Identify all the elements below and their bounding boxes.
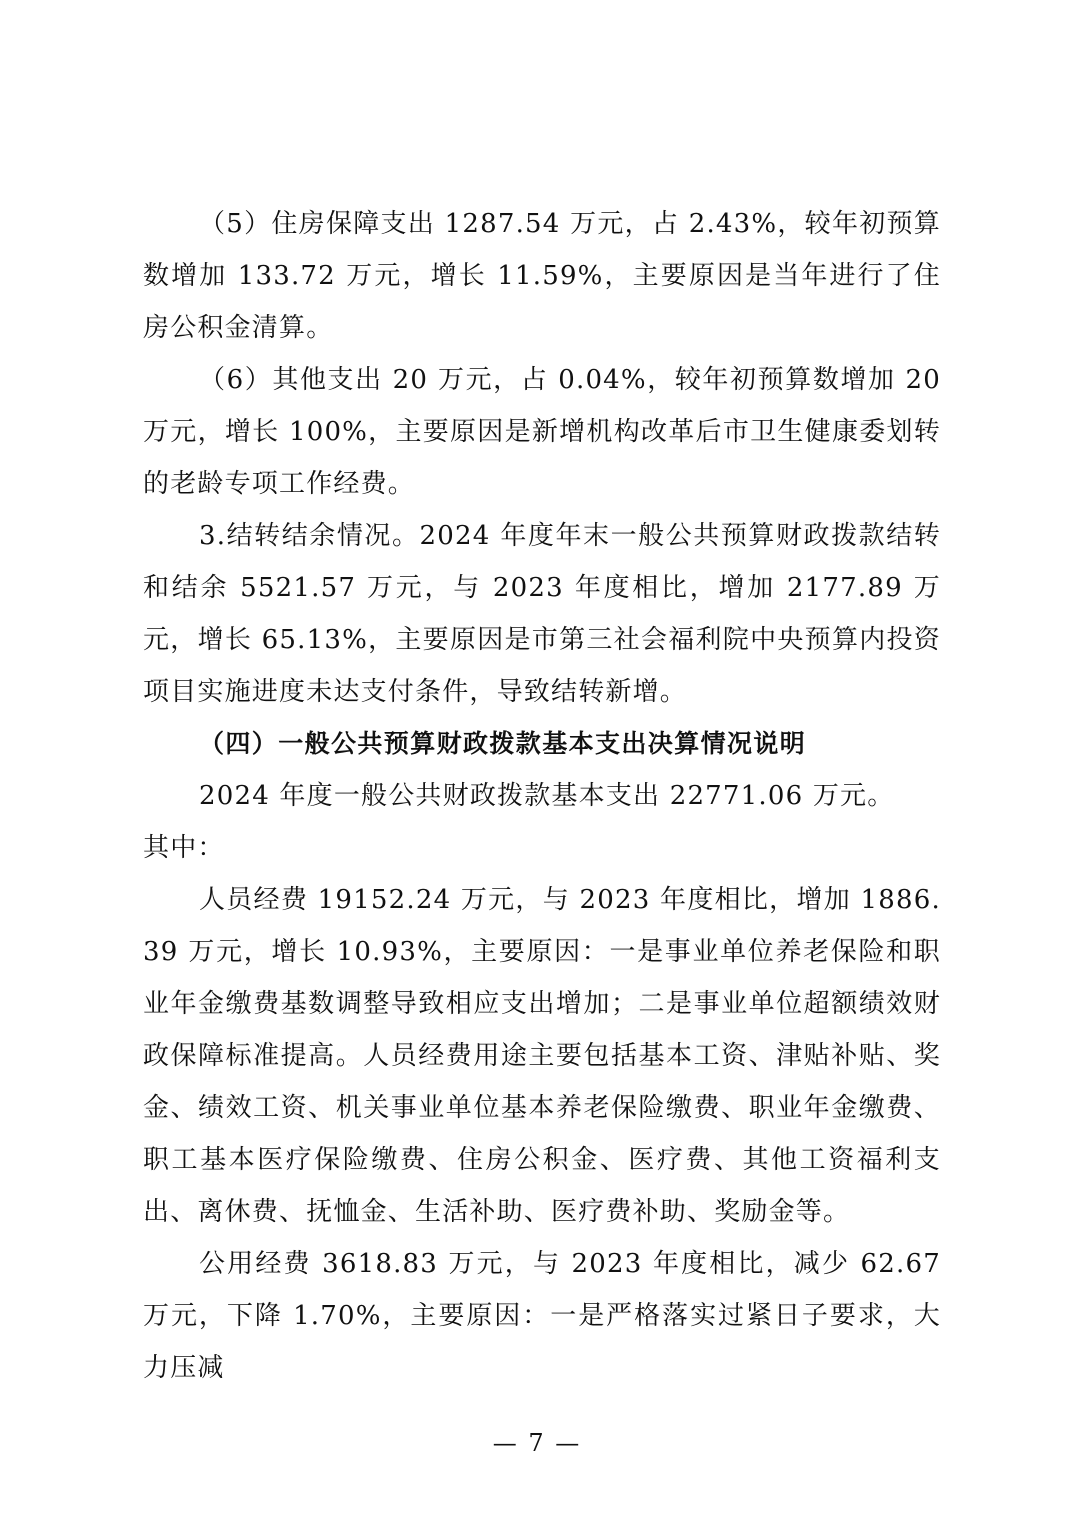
paragraph-other-expenditure: （6）其他支出 20 万元，占 0.04%，较年初预算数增加 20 万元，增长 100%，主要原因是新增机构改革后市卫生健康委划转的老龄专项工作经费。: [143, 365, 941, 499]
paragraph-carryover-balance: 3.结转结余情况。2024 年度年末一般公共预算财政拨款结转和结余 5521.57 万元，与 2023 年度相比，增加 2177.89 万元，增长 65.13%，主要原因是市第三社会福利院中央预算内投资项目实施进度未达支付条件，导致结转新增。: [143, 521, 941, 707]
document-body: [143, 198, 941, 1394]
paragraph-personnel-funds: 人员经费 19152.24 万元，与 2023 年度相比，增加 1886.39 万元，增长 10.93%，主要原因：一是事业单位养老保险和职业年金缴费基数调整导致相应支出增加；二是事业单位超额绩效财政保障标准提高。人员经费用途主要包括基本工资、津贴补贴、奖金、绩效工资、机关事业单位基本养老保险缴费、职业年金缴费、职工基本医疗保险缴费、住房公积金、医疗费、其他工资福利支出、离休费、抚恤金、生活补助、医疗费补助、奖励金等。: [143, 885, 941, 1227]
paragraph-housing-expenditure: （5）住房保障支出 1287.54 万元，占 2.43%，较年初预算数增加 133.72 万元，增长 11.59%，主要原因是当年进行了住房公积金清算。: [143, 209, 941, 343]
page-number: — 7 —: [492, 1429, 582, 1457]
paragraph-among-them: 其中：: [143, 833, 225, 863]
paragraph-basic-expenditure: 2024 年度一般公共财政拨款基本支出 22771.06 万元。: [199, 781, 895, 811]
section-heading: （四）一般公共预算财政拨款基本支出决算情况说明: [199, 729, 807, 758]
paragraph-public-funds: 公用经费 3618.83 万元，与 2023 年度相比，减少 62.67 万元，下降 1.70%，主要原因：一是严格落实过紧日子要求，大力压减: [143, 1249, 941, 1383]
